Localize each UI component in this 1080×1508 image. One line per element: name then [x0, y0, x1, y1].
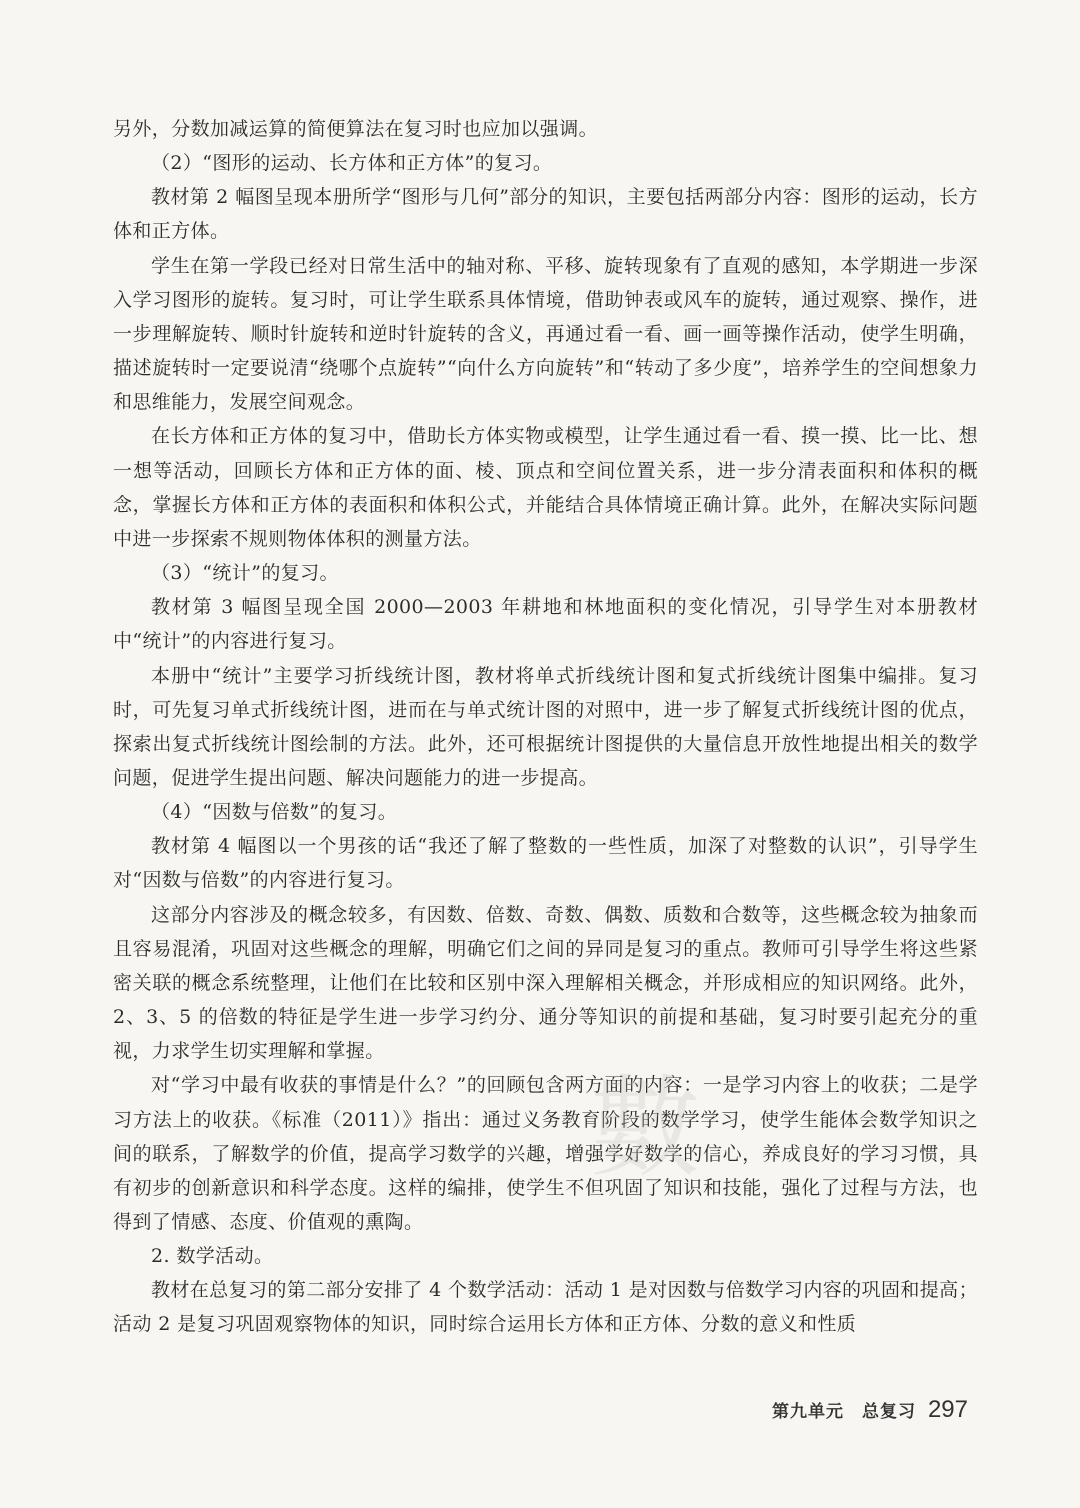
page-footer	[772, 1396, 968, 1424]
paragraph: 在长方体和正方体的复习中，借助长方体实物或模型，让学生通过看一看、摸一摸、比一比、想一想等活动，回顾长方体和正方体的面、棱、顶点和空间位置关系，进一步分清表面积和体积的概念，掌握长方体和正方体的表面积和体积公式，并能结合具体情境正确计算。此外，在解决实际问题中进一步探索不规则物体体积的测量方法。	[113, 425, 978, 550]
paragraph: 另外，分数加减运算的简便算法在复习时也应加以强调。	[113, 118, 599, 140]
paragraph: 教材第 3 幅图呈现全国 2000—2003 年耕地和林地面积的变化情况，引导学生对本册教材中“统计”的内容进行复习。	[113, 596, 978, 653]
page-number: 297	[927, 1396, 968, 1423]
section-heading: （3）“统计”的复习。	[151, 562, 339, 585]
section-heading: 2. 数学活动。	[151, 1245, 274, 1268]
section-heading: （4）“因数与倍数”的复习。	[151, 801, 398, 824]
section-heading: （2）“图形的运动、长方体和正方体”的复习。	[151, 152, 553, 175]
paragraph: 教材在总复习的第二部分安排了 4 个数学活动：活动 1 是对因数与倍数学习内容的巩固和提高；活动 2 是复习巩固观察物体的知识，同时综合运用长方体和正方体、分数的意义和性质	[113, 1279, 978, 1336]
watermark: 數	[590, 1064, 700, 1192]
paragraph: 对“学习中最有收获的事情是什么？”的回顾包含两方面的内容：一是学习内容上的收获；二是学习方法上的收获。《标准（2011）》指出：通过义务教育阶段的数学学习，使学生能体会数学知识之间的联系，了解数学的价值，提高学习数学的兴趣，增强学好数学的信心，养成良好的学习习惯，具有初步的创新意识和科学态度。这样的编排，使学生不但巩固了知识和技能，强化了过程与方法，也得到了情感、态度、价值观的熏陶。	[113, 1074, 978, 1233]
body-text	[113, 112, 978, 1342]
paragraph: 教材第 4 幅图以一个男孩的话“我还了解了整数的一些性质，加深了对整数的认识”，引导学生对“因数与倍数”的内容进行复习。	[113, 835, 978, 892]
paragraph: 教材第 2 幅图呈现本册所学“图形与几何”部分的知识，主要包括两部分内容：图形的运动，长方体和正方体。	[113, 186, 978, 243]
paragraph: 本册中“统计”主要学习折线统计图，教材将单式折线统计图和复式折线统计图集中编排。复习时，可先复习单式折线统计图，进而在与单式统计图的对照中，进一步了解复式折线统计图的优点，探索出复式折线统计图绘制的方法。此外，还可根据统计图提供的大量信息开放性地提出相关的数学问题，促进学生提出问题、解决问题能力的进一步提高。	[113, 664, 978, 789]
chapter-title: 第九单元 总复习	[771, 1402, 916, 1422]
paragraph: 这部分内容涉及的概念较多，有因数、倍数、奇数、偶数、质数和合数等，这些概念较为抽象而且容易混淆，巩固对这些概念的理解，明确它们之间的异同是复习的重点。教师可引导学生将这些紧密关联的概念系统整理，让他们在比较和区别中深入理解相关概念，并形成相应的知识网络。此外，2、3、5 的倍数的特征是学生进一步学习约分、通分等知识的前提和基础，复习时要引起充分的重视，力求学生切实理解和掌握。	[113, 903, 978, 1063]
paragraph: 学生在第一学段已经对日常生活中的轴对称、平移、旋转现象有了直观的感知，本学期进一步深入学习图形的旋转。复习时，可让学生联系具体情境，借助钟表或风车的旋转，通过观察、操作，进一步理解旋转、顺时针旋转和逆时针旋转的含义，再通过看一看、画一画等操作活动，使学生明确，描述旋转时一定要说清“绕哪个点旋转”“向什么方向旋转”和“转动了多少度”，培养学生的空间想象力和思维能力，发展空间观念。	[113, 254, 978, 414]
